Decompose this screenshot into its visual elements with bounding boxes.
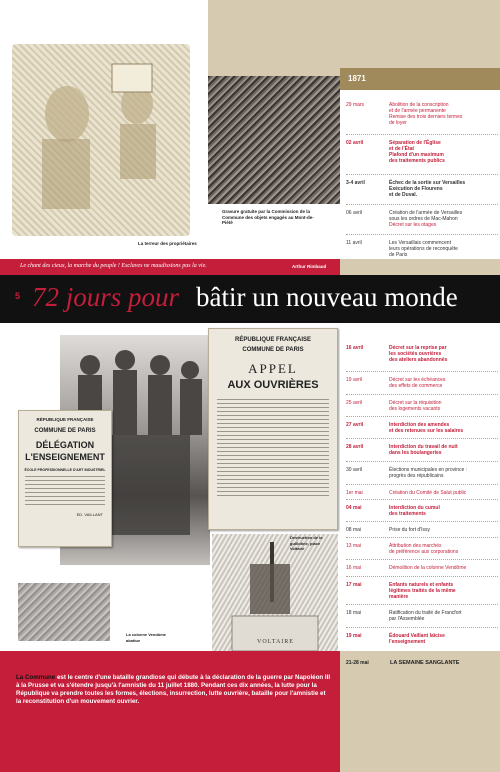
bottom-event-date: 27 avril bbox=[346, 422, 364, 428]
top-event-line: et de Duval. bbox=[389, 192, 418, 198]
bottom-event-line: Interdiction des amendes bbox=[389, 422, 450, 428]
top-event-line: Création de l'armée de Versailles bbox=[389, 210, 463, 216]
bottom-event-text bbox=[389, 543, 494, 555]
timeline-separator bbox=[346, 174, 498, 175]
caption-vendome: La colonne Vendôme abattue bbox=[126, 632, 167, 643]
year-label: 1871 bbox=[348, 74, 366, 83]
timeline-separator bbox=[346, 394, 498, 395]
poster-ens-title2: L'ENSEIGNEMENT bbox=[25, 452, 105, 462]
poster-ens-body bbox=[25, 476, 105, 508]
timeline-separator bbox=[346, 204, 498, 205]
bottom-event-line: Élections municipales en province : bbox=[389, 467, 468, 473]
top-event-line: et de l'armée permanente bbox=[389, 108, 446, 114]
bottom-event-text bbox=[389, 582, 494, 600]
top-event-date: 3-4 avril bbox=[346, 180, 365, 186]
bottom-event-line: par l'Assemblée bbox=[389, 616, 425, 622]
top-event-line: et de l'État bbox=[389, 146, 415, 152]
poster-appel-body bbox=[217, 399, 329, 499]
top-event-date: 29 mars bbox=[346, 102, 365, 108]
bottom-event-date: 28 avril bbox=[346, 444, 364, 450]
bottom-event-line: Interdiction du cumul bbox=[389, 505, 440, 511]
bottom-event-line: dans les boulangeries bbox=[389, 450, 442, 456]
footer-paragraph bbox=[16, 674, 331, 706]
top-event-line: des traitements publics bbox=[389, 158, 445, 164]
quote-band bbox=[0, 259, 340, 275]
top-event-line: Échec de la sortie sur Versailles bbox=[389, 180, 466, 186]
top-event-text bbox=[389, 140, 494, 164]
bottom-event-text bbox=[389, 422, 494, 434]
bottom-event-date: 19 mai bbox=[346, 633, 362, 639]
bottom-event-text bbox=[389, 345, 494, 363]
timeline-separator bbox=[346, 576, 498, 577]
bottom-event-date: 1er mai bbox=[346, 490, 363, 496]
bottom-event-date: 16 mai bbox=[346, 565, 362, 571]
timeline-separator bbox=[346, 537, 498, 538]
bottom-event-date: 04 mai bbox=[346, 505, 362, 511]
bottom-event-text bbox=[389, 610, 494, 622]
timeline-separator bbox=[346, 499, 498, 500]
bottom-event-line: Attribution des marchés bbox=[389, 543, 442, 549]
bottom-event-date: 25 avril bbox=[346, 400, 363, 406]
quote-band-right bbox=[340, 259, 500, 275]
bottom-event-line: progrès des républicains bbox=[389, 473, 444, 479]
caption-guillotine: Destruction de la guillotine, place Voltaire bbox=[290, 535, 323, 551]
poster-appel bbox=[208, 328, 338, 530]
timeline-separator bbox=[346, 134, 498, 135]
timeline-separator bbox=[346, 559, 498, 560]
timeline-separator bbox=[346, 521, 498, 522]
poster-appel-header: RÉPUBLIQUE FRANÇAISE bbox=[234, 337, 311, 343]
bottom-event-date: 30 avril bbox=[346, 467, 363, 473]
bottom-event-date: 08 mai bbox=[346, 527, 362, 533]
bottom-event-line: manière bbox=[389, 594, 409, 600]
timeline-separator bbox=[346, 627, 498, 628]
title-red: 72 jours pour bbox=[32, 282, 180, 312]
bottom-event-text bbox=[389, 527, 494, 533]
poster-ens-sub: COMMUNE DE PARIS bbox=[34, 428, 96, 434]
top-right-beige bbox=[340, 0, 500, 68]
top-event-text bbox=[389, 210, 494, 228]
poster-appel-title2: AUX OUVRIÈRES bbox=[227, 379, 319, 391]
footer-lead: La Commune bbox=[16, 674, 56, 681]
semaine-date: 21-28 mai bbox=[346, 660, 369, 666]
bottom-event-line: Création du Comité de Salut public bbox=[389, 490, 467, 496]
bottom-timeline bbox=[340, 323, 500, 651]
bottom-event-text bbox=[389, 467, 494, 479]
footer-beige bbox=[340, 675, 500, 772]
top-event-date: 11 avril bbox=[346, 240, 362, 246]
vendome-engraving bbox=[18, 583, 110, 641]
footer-red-box bbox=[0, 651, 340, 772]
top-event-line: de Paris bbox=[389, 252, 408, 258]
voltaire-label: VOLTAIRE bbox=[257, 639, 294, 645]
title-white: bâtir un nouveau monde bbox=[196, 282, 458, 312]
bottom-event-line: Interdiction du travail de nuit bbox=[389, 444, 458, 450]
timeline-separator bbox=[346, 604, 498, 605]
quote-text: Le chant des cieux, la marche du peuple ! Esclaves ne maudissions pas la vie. bbox=[20, 263, 207, 269]
top-event-line: sous les ordres de Mac-Mahon bbox=[389, 216, 458, 222]
bottom-event-text bbox=[389, 565, 494, 571]
footer-text: est le centre d'une bataille grandiose qui débute à la déclaration de la guerre par Napoléon III à la Prusse et va s'étendre jusqu'à l'amnistie du 11 juillet 1880. Pendant ces dix années, la lutte pour la République va prendre toutes les formes, élections, insurrection, lutte ouvrière, bataille pour l'amnistie et la reconstitution d'un mouvement ouvrier. bbox=[16, 674, 331, 705]
bottom-event-line: Prise du fort d'Issy bbox=[389, 527, 430, 533]
top-event-line: Les Versaillais commencent bbox=[389, 240, 451, 246]
bottom-event-text bbox=[389, 377, 494, 389]
bottom-event-text bbox=[389, 505, 494, 517]
bottom-event-text bbox=[389, 633, 494, 645]
bottom-event-line: légitimes traités de la même bbox=[389, 588, 456, 594]
top-event-line: Exécution de Flourens bbox=[389, 186, 443, 192]
top-event-line: leurs opérations de reconquête bbox=[389, 246, 458, 252]
top-event-line: Séparation de l'Église bbox=[389, 140, 441, 146]
bottom-event-text bbox=[389, 444, 494, 456]
bottom-event-line: Enfants naturels et enfants bbox=[389, 582, 454, 588]
bottom-event-line: Démolition de la colonne Vendôme bbox=[389, 565, 467, 571]
caricature-figures bbox=[12, 44, 190, 236]
top-middle-beige bbox=[208, 0, 340, 76]
top-event-line: de loyer bbox=[389, 120, 407, 126]
top-event-text bbox=[389, 180, 494, 198]
bottom-event-line: et des retenues sur les salaires bbox=[389, 428, 464, 434]
bottom-event-line: des ateliers abandonnés bbox=[389, 357, 448, 363]
riot-engraving bbox=[208, 76, 340, 204]
caption-riot: Gravure gratuite par la Commission de la Commune des objets engagés au Mont-de-Piété bbox=[222, 209, 314, 225]
timeline-separator bbox=[346, 234, 498, 235]
bottom-event-line: des effets de commerce bbox=[389, 383, 443, 389]
bottom-event-line: des traitements bbox=[389, 511, 426, 517]
bottom-event-line: Décret sur les échéances bbox=[389, 377, 446, 383]
year-bar bbox=[340, 68, 500, 90]
bottom-event-date: 18 mai bbox=[346, 610, 362, 616]
poster-appel-title1: APPEL bbox=[248, 361, 298, 376]
bottom-event-date: 16 avril bbox=[346, 345, 364, 351]
timeline-separator bbox=[346, 484, 498, 485]
top-event-date: 02 avril bbox=[346, 140, 364, 146]
timeline-separator bbox=[346, 438, 498, 439]
bottom-event-line: Décret sur la reprise par bbox=[389, 345, 447, 351]
poster-enseignement bbox=[18, 410, 112, 547]
caption-terreur: La terreur des propriétaires bbox=[138, 241, 197, 246]
poster-ens-title1: DÉLÉGATION bbox=[35, 440, 95, 450]
top-event-text bbox=[389, 102, 494, 126]
poster-ens-foot: ÉCOLE PROFESSIONNELLE D'ART INDUSTRIEL bbox=[24, 468, 106, 472]
bottom-event-line: les sociétés ouvrières bbox=[389, 351, 442, 357]
top-event-line: Remise des trois derniers termes bbox=[389, 114, 463, 120]
timeline-separator bbox=[346, 371, 498, 372]
top-event-line: Plafond d'un maximum bbox=[389, 152, 444, 158]
bottom-event-line: Édouard Vaillant laïcise bbox=[389, 633, 445, 639]
title-banner bbox=[0, 275, 500, 323]
guillotine-engraving bbox=[212, 534, 338, 651]
top-event-line: Abolition de la conscription bbox=[389, 102, 449, 108]
voltaire-statue bbox=[212, 534, 338, 651]
timeline-separator bbox=[346, 416, 498, 417]
top-event-date: 06 avril bbox=[346, 210, 363, 216]
timeline-separator bbox=[346, 461, 498, 462]
bottom-event-line: de préférence aux corporations bbox=[389, 549, 459, 555]
bottom-event-text bbox=[389, 400, 494, 412]
bottom-event-date: 13 mai bbox=[346, 543, 362, 549]
bottom-event-line: l'enseignement bbox=[389, 639, 426, 645]
caricature-engraving bbox=[12, 44, 190, 236]
semaine-label: LA SEMAINE SANGLANTE bbox=[390, 660, 460, 666]
semaine-sanglante-bar bbox=[340, 651, 500, 675]
top-event-line: Décret sur les otages bbox=[389, 222, 437, 228]
poster-appel-sub: COMMUNE DE PARIS bbox=[242, 347, 304, 353]
bottom-event-text bbox=[389, 490, 494, 496]
chapter-number: 5 bbox=[15, 291, 21, 301]
bottom-event-line: des logements vacants bbox=[389, 406, 441, 412]
bottom-event-line: Ratification du traité de Francfort bbox=[389, 610, 462, 616]
poster-ens-header: RÉPUBLIQUE FRANÇAISE bbox=[36, 417, 94, 422]
quote-author: Arthur Rimbaud bbox=[292, 264, 327, 269]
bottom-event-date: 17 mai bbox=[346, 582, 362, 588]
poster-ens-sign: ED. VAILLANT bbox=[76, 512, 103, 517]
top-event-text bbox=[389, 240, 494, 258]
bottom-event-line: Décret sur la réquisition bbox=[389, 400, 442, 406]
bottom-event-date: 19 avril bbox=[346, 377, 363, 383]
